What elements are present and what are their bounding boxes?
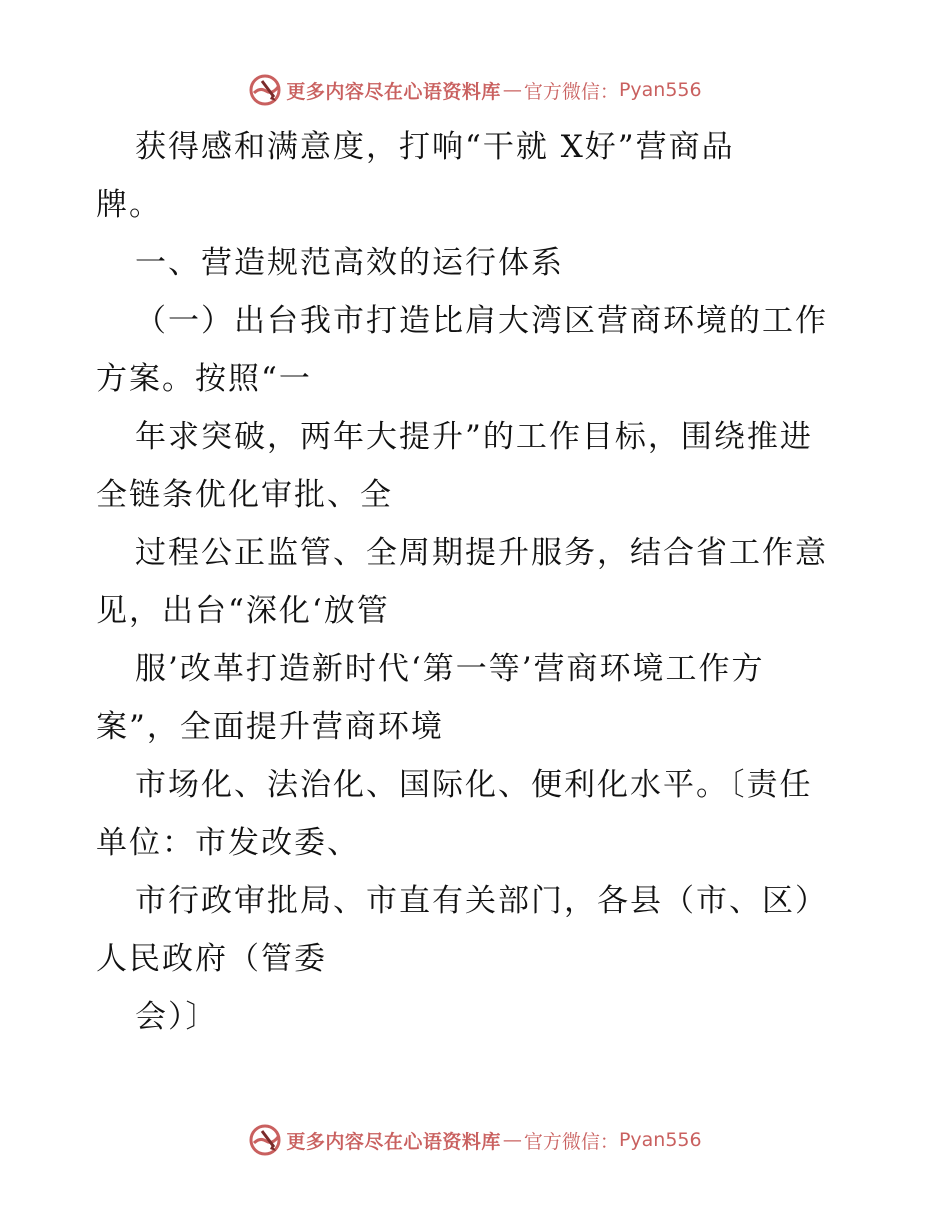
text-line: 单位：市发改委、 xyxy=(96,825,360,861)
text-line: 会）〕 xyxy=(135,999,219,1035)
book-pen-logo-icon xyxy=(248,1123,282,1157)
text-line: 案”，全面提升营商环境 xyxy=(96,709,444,745)
banner-separator: — xyxy=(502,1129,522,1151)
book-pen-logo-icon xyxy=(248,73,282,107)
text-line: 年求突破，两年大提升”的工作目标，围绕推进 xyxy=(135,419,813,455)
banner-separator: — xyxy=(502,79,522,101)
text-line: 服’改革打造新时代‘第一等’营商环境工作方 xyxy=(135,651,765,687)
subsection-heading: （一）出台我市打造比肩大湾区营商环境的工作 xyxy=(135,303,828,339)
text-line: 获得感和满意度，打响“干就 X好”营商品 xyxy=(135,129,735,165)
text-line: 过程公正监管、全周期提升服务，结合省工作意 xyxy=(135,535,828,571)
banner-wechat-label: 官方微信： xyxy=(523,80,619,103)
banner-wechat-label: 官方微信： xyxy=(523,1130,619,1153)
text-line: 方案。按照“一 xyxy=(96,361,312,397)
banner-title: 更多内容尽在心语资料库 xyxy=(286,1130,501,1153)
text-line: 牌。 xyxy=(96,187,162,223)
text-line: 见，出台“深化‘放管 xyxy=(96,593,390,629)
text-line: 市行政审批局、市直有关部门，各县（市、区） xyxy=(135,883,828,919)
banner-wechat-id: Pyan556 xyxy=(618,1129,702,1151)
banner-wechat-id: Pyan556 xyxy=(618,79,702,101)
footer-banner xyxy=(0,1120,950,1160)
header-banner xyxy=(0,70,950,110)
text-line: 人民政府（管委 xyxy=(96,941,327,977)
text-line: 全链条优化审批、全 xyxy=(96,477,393,513)
banner-title: 更多内容尽在心语资料库 xyxy=(286,80,501,103)
section-heading: 一、营造规范高效的运行体系 xyxy=(135,245,564,281)
text-line: 市场化、法治化、国际化、便利化水平。〔责任 xyxy=(135,767,813,803)
